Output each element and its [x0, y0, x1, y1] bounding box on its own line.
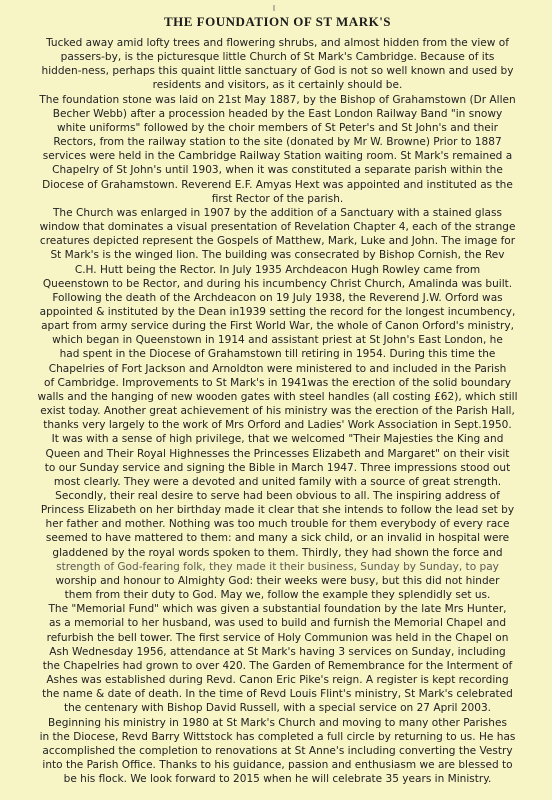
document-title: THE FOUNDATION OF ST MARK'S — [163, 14, 392, 29]
body-line: most clearly. They were a devoted and united family with a source of great strength. — [53, 475, 502, 488]
body-line: had spent in the Diocese of Grahamstown till retiring in 1954. During this time the — [59, 348, 496, 361]
body-line: Ashes was established during Revd. Canon Eric Pike's reign. A register is kept recording — [46, 674, 509, 687]
body-line: be his flock. We look forward to 2015 when he will celebrate 35 years in Ministry. — [63, 773, 492, 786]
body-line: C.H. Hutt being the Rector. In July 1935 Archdeacon Hugh Rowley came from — [74, 263, 481, 276]
body-line: the Chapelries had grown to over 420. The Garden of Remembrance for the Interment of — [42, 659, 513, 672]
body-line: of Cambridge. Improvements to St Mark's in 1941was the erection of the solid boundary — [44, 376, 511, 389]
body-line: gladdened by the royal words spoken to them. Thirdly, they had shown the force and — [52, 546, 503, 559]
body-line: Diocese of Grahamstown. Reverend E.F. Amyas Hext was appointed and instituted as the — [42, 178, 513, 191]
body-line: Queen and Their Royal Highnesses the Princesses Elizabeth and Margaret" on their visit — [45, 447, 510, 460]
body-line: St Mark's is the winged lion. The building was consecrated by Bishop Cornish, the Rev — [50, 249, 505, 262]
body-line: Queenstown to be Rector, and during his incumbency Christ Church, Amalinda was built. — [42, 277, 513, 290]
body-line: hidden-ness, perhaps this quaint little sanctuary of God is not so well known and used by — [41, 65, 514, 78]
scan-speck — [273, 5, 275, 11]
body-line: white uniforms" followed by the choir members of St Peter's and St John's and their — [56, 121, 499, 134]
body-line: passers-by, is the picturesque little Church of St Mark's Cambridge. Because of its — [60, 51, 495, 64]
body-line: which began in Queenstown in 1914 and assistant priest at St John's East London, he — [52, 334, 503, 347]
body-line: first Rector of the parish. — [211, 192, 344, 205]
body-line: Chapelry of St John's until 1903, when it was constituted a separate parish within the — [52, 164, 503, 177]
body-line: apart from army service during the First World War, the whole of Canon Orford's ministry, — [41, 320, 514, 333]
body-line: them from their duty to God. May we, follow the example they splendidly set us. — [64, 589, 491, 602]
body-line: thanks very largely to the work of Mrs Orford and Ladies' Work Association in Sept.1950. — [43, 419, 512, 432]
document-body — [27, 36, 528, 786]
body-line: Princess Elizabeth on her birthday made it clear that she intends to follow the lead set by — [40, 504, 515, 517]
body-line: residents and visitors, as it certainly should be. — [152, 79, 403, 92]
body-line: Tucked away amid lofty trees and flowering shrubs, and almost hidden from the view of — [46, 37, 509, 49]
body-line: creatures depicted represent the Gospels of Matthew, Mark, Luke and John. The image for — [39, 235, 516, 248]
body-line: Chapelries of Fort Jackson and Arnoldton were ministered to and included in the Parish — [48, 362, 507, 375]
body-line: exist today. Another great achievement of his ministry was the erection of the Parish Hall, — [40, 405, 515, 418]
body-line: Becher Webb) after a procession headed by the East London Railway Band "in snowy — [52, 107, 503, 120]
body-line: in the Diocese, Revd Barry Wittstock has completed a full circle by returning to us. He has — [39, 730, 516, 743]
body-line: The foundation stone was laid on 21st May 1887, by the Bishop of Grahamstown (Dr Allen — [39, 93, 516, 106]
body-line: Beginning his ministry in 1980 at St Mark's Church and moving to many other Parishes — [48, 716, 507, 729]
body-line: Secondly, their real desire to serve had been obvious to all. The inspiring address of — [55, 490, 500, 502]
body-line: accomplished the completion to renovations at St Anne's including converting the Vestry — [42, 744, 513, 757]
body-line: walls and the hanging of new wooden gates with steel handles (all costing £62), which still — [37, 390, 518, 403]
body-line: refurbish the bell tower. The first service of Holy Communion was held in the Chapel on — [46, 631, 509, 644]
body-line: the name & date of death. In the time of Revd Louis Flint's ministry, St Mark's celebrated — [42, 688, 513, 701]
body-line: strength of God-fearing folk, they made it their business, Sunday by Sunday, to pay — [56, 560, 499, 573]
body-line: into the Parish Office. Thanks to his guidance, passion and enthusiasm we are blessed to — [42, 758, 513, 771]
body-line: window that dominates a visual presentation of Revelation Chapter 4, each of the strange — [39, 221, 516, 234]
body-line: It was with a sense of high privilege, that we welcomed "Their Majesties the King and — [51, 433, 504, 446]
body-line: seemed to have mattered to them: and many a sick child, or an invalid in hospital were — [45, 532, 510, 545]
body-line: Following the death of the Archdeacon on 19 July 1938, the Reverend J.W. Orford was — [52, 291, 503, 304]
body-line: her father and mother. Nothing was too much trouble for them everybody of every race — [45, 518, 510, 531]
body-line: appointed & instituted by the Dean in1939 setting the record for the longest incumbency, — [39, 305, 516, 318]
body-line: The "Memorial Fund" which was given a substantial foundation by the late Mrs Hunter, — [48, 603, 507, 616]
body-line: to our Sunday service and signing the Bible in March 1947. Three impressions stood out — [44, 461, 511, 474]
body-line: worship and honour to Almighty God: their weeks were busy, but this did not hinder — [55, 574, 500, 587]
body-line: Rectors, from the railway station to the site (donated by Mr W. Browne) Prior to 1887 — [53, 136, 502, 149]
body-line: the centenary with Bishop David Russell, with a special service on 27 April 2003. — [63, 702, 492, 715]
body-line: services were held in the Cambridge Railway Station waiting room. St Mark's remained a — [42, 150, 513, 163]
body-line: Ash Wednesday 1956, attendance at St Mark's having 3 services on Sunday, including — [49, 645, 506, 658]
body-line: The Church was enlarged in 1907 by the addition of a Sanctuary with a stained glass — [52, 206, 503, 219]
body-line: as a memorial to her husband, was used to build and furnish the Memorial Chapel and — [48, 617, 507, 630]
